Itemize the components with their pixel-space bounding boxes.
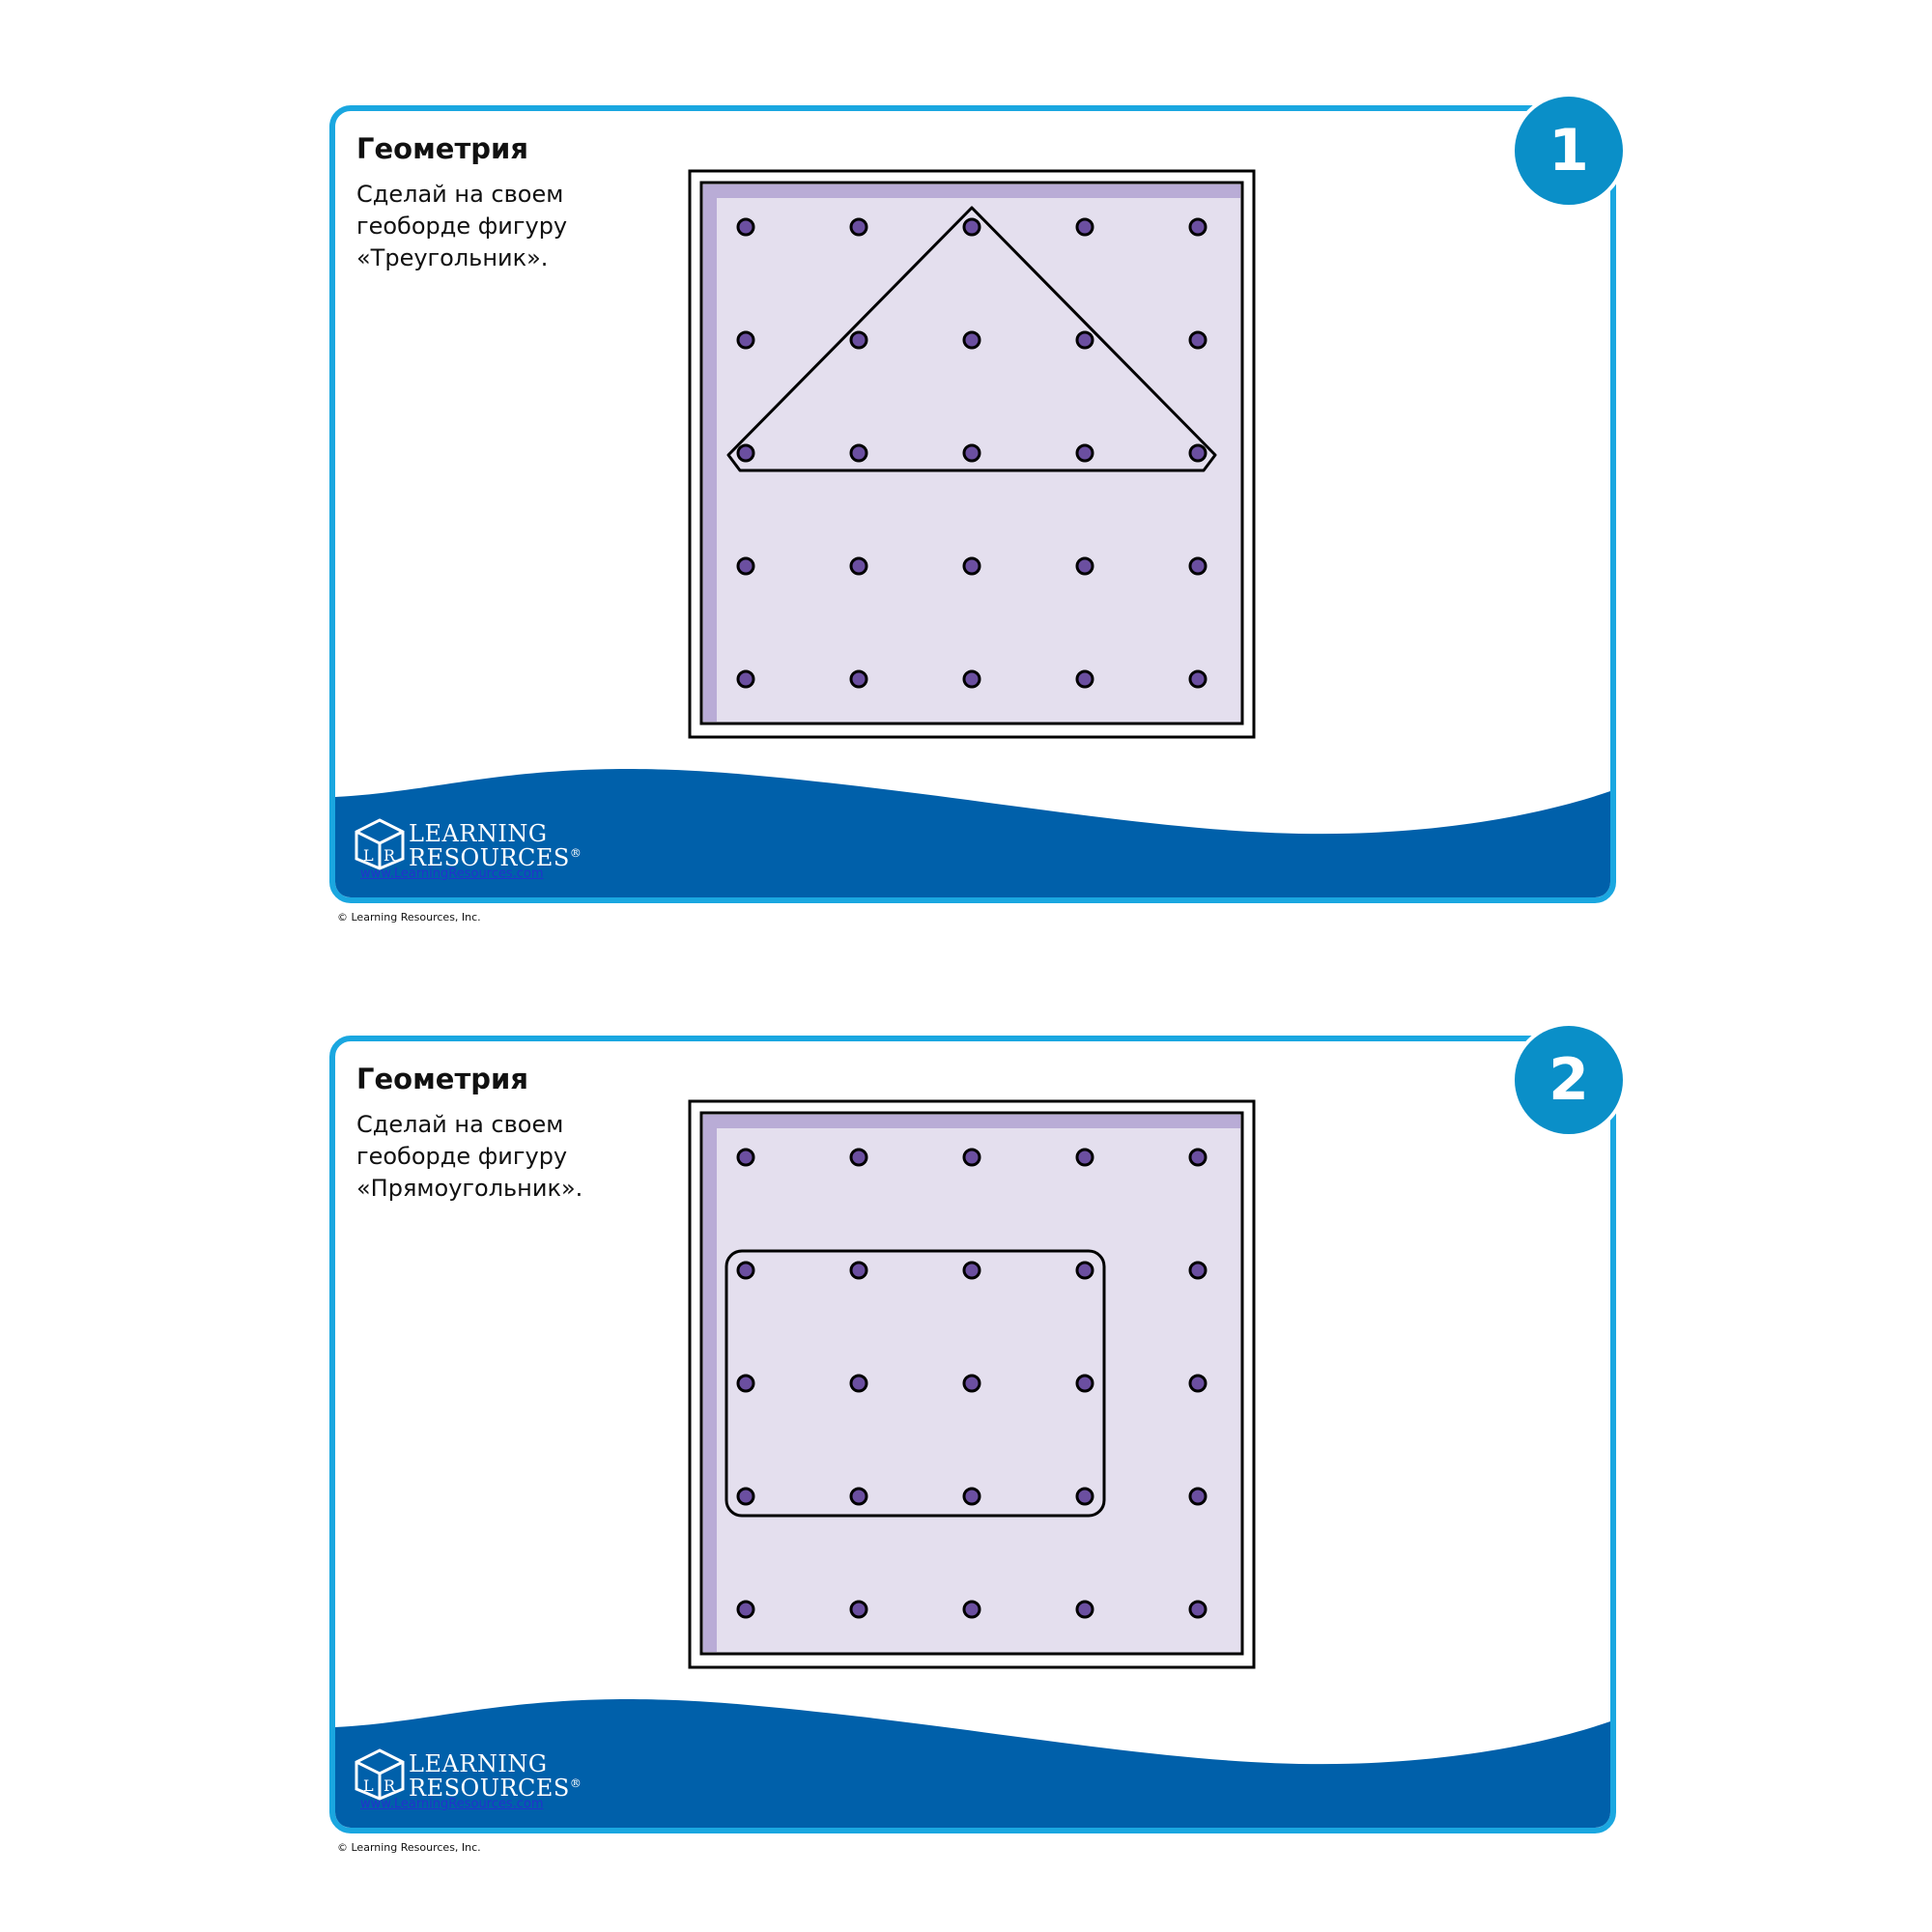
copyright-text: © Learning Resources, Inc. [337,1841,481,1854]
geoboard-peg [1077,1150,1093,1165]
geoboard-peg [851,1602,867,1617]
geoboard-peg [738,1376,753,1391]
geoboard-peg [738,332,753,348]
geoboard-peg [738,558,753,574]
instruction-line: «Треугольник». [356,244,549,271]
geoboard-peg [851,1489,867,1504]
geoboard-peg [1077,1602,1093,1617]
geoboard-peg [964,332,980,348]
board-left-bevel [703,185,717,722]
learning-resources-logo [353,1748,604,1816]
geoboard-peg [964,671,980,687]
logo-url-link[interactable]: www.LearningResources.com [360,867,544,881]
geoboard-peg [738,219,753,235]
geoboard-peg [738,445,753,461]
card-instructions [356,179,646,274]
svg-text:R: R [384,1776,396,1795]
geoboard-peg [964,1150,980,1165]
geoboard-peg [1190,332,1206,348]
geoboard-peg [738,671,753,687]
geoboard-peg [851,558,867,574]
cube-logo-icon [353,1748,407,1801]
instruction-line: Сделай на своем [356,181,564,208]
geoboard-peg [964,1602,980,1617]
geoboard-peg [964,1376,980,1391]
geoboard-peg [738,1263,753,1278]
copyright-text: © Learning Resources, Inc. [337,911,481,923]
geoboard-peg [851,445,867,461]
instruction-line: геоборде фигуру [356,1143,568,1170]
geoboard-peg [1190,1376,1206,1391]
svg-text:R: R [384,846,396,865]
geoboard-peg [1077,219,1093,235]
geoboard-peg [738,1602,753,1617]
geoboard-peg [851,671,867,687]
instruction-line: Сделай на своем [356,1111,564,1138]
card-title: Геометрия [356,132,528,165]
activity-card-2 [329,1036,1616,1833]
svg-text:L: L [363,1776,374,1795]
logo-text-learning: LEARNING [409,1750,548,1777]
geoboard-peg [1190,1602,1206,1617]
card-title: Геометрия [356,1063,528,1095]
geoboard-2 [688,1099,1256,1669]
activity-card-1 [329,105,1616,903]
geoboard-peg [738,1150,753,1165]
geoboard-peg [1190,1489,1206,1504]
board-left-bevel [703,1115,717,1652]
logo-text-learning: LEARNING [409,820,548,847]
geoboard-peg [851,1376,867,1391]
geoboard-peg [1190,1150,1206,1165]
learning-resources-logo [353,818,604,886]
geoboard-peg [1077,1263,1093,1278]
geoboard-peg [1077,332,1093,348]
geoboard-peg [851,332,867,348]
card-number-badge: 1 [1511,93,1627,209]
board-top-bevel [703,185,1240,198]
geoboard-peg [851,219,867,235]
instruction-line: «Прямоугольник». [356,1175,583,1202]
instruction-line: геоборде фигуру [356,213,568,240]
geoboard-peg [1077,558,1093,574]
geoboard-1 [688,169,1256,739]
geoboard-peg [964,1489,980,1504]
geoboard-peg [964,1263,980,1278]
svg-text:L: L [363,846,374,865]
logo-url-link[interactable]: www.LearningResources.com [360,1797,544,1811]
geoboard-peg [964,219,980,235]
card-instructions [356,1109,646,1205]
geoboard-peg [1190,445,1206,461]
cube-logo-icon [353,818,407,870]
logo-text-resources: RESOURCES® [409,844,582,871]
geoboard-peg [1190,671,1206,687]
board-top-bevel [703,1115,1240,1128]
geoboard-peg [1190,219,1206,235]
geoboard-peg [1190,1263,1206,1278]
geoboard-peg [964,445,980,461]
geoboard-peg [1077,1376,1093,1391]
geoboard-peg [964,558,980,574]
geoboard-peg [851,1263,867,1278]
geoboard-peg [1077,445,1093,461]
card-number-badge: 2 [1511,1022,1627,1138]
geoboard-peg [1190,558,1206,574]
geoboard-peg [851,1150,867,1165]
logo-text-resources: RESOURCES® [409,1775,582,1802]
geoboard-peg [738,1489,753,1504]
geoboard-peg [1077,671,1093,687]
geoboard-peg [1077,1489,1093,1504]
